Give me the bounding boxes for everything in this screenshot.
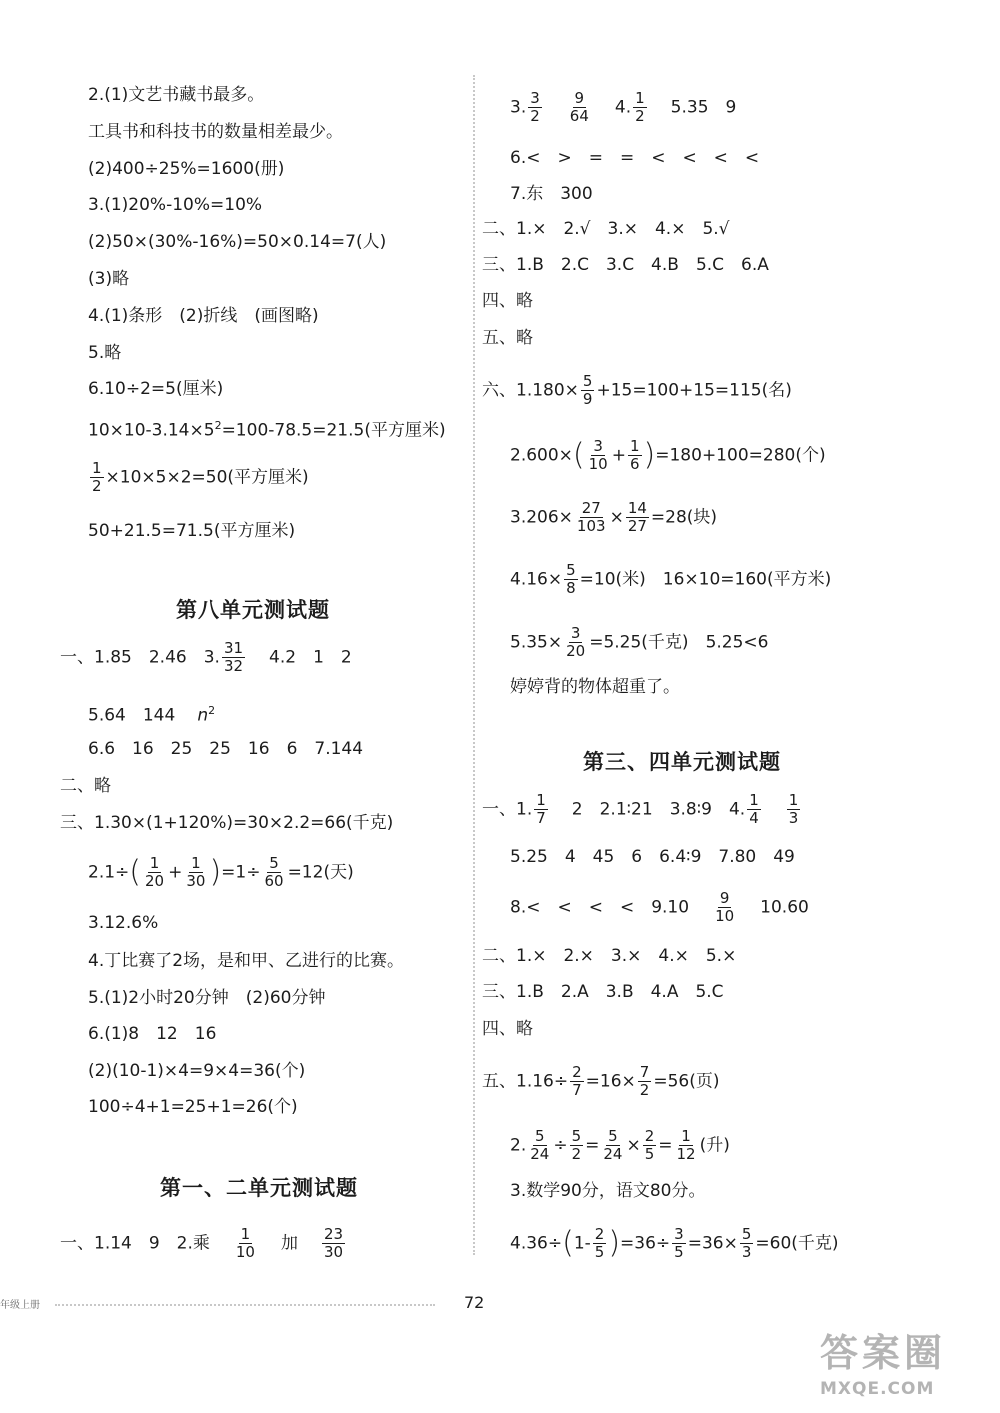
answer-line: 四、略: [482, 291, 533, 311]
answer-line: 4.丁比赛了2场，是和甲、乙进行的比赛。: [88, 951, 405, 971]
fraction: $\frac{5}{3}$: [741, 1225, 752, 1261]
answer-line: $\frac{1}{2}$ ×10×5×2=50(平方厘米): [92, 459, 309, 495]
answer-line: 一、1. $\frac{1}{7}$ 2 2.1∶21 3.8∶9 4. $\frac{1}{4}$ $\frac{1}{3}$: [482, 791, 799, 827]
fraction: $\frac{3}{5}$: [674, 1225, 684, 1261]
watermark-url: MXQE.COM: [820, 1379, 935, 1399]
fraction: $\frac{1}{2}$: [92, 459, 102, 495]
answer-line: 3.12.6%: [88, 913, 159, 933]
answer-line: 5.略: [88, 343, 122, 363]
fraction: $\frac{9}{10}$: [715, 889, 735, 925]
answer-line: 4.36÷(1- $\frac{2}{5}$ )=36÷ $\frac{3}{5}$ =36× $\frac{5}{3}$ =60(千克): [510, 1225, 839, 1261]
answer-line: 五、1.16÷ $\frac{2}{7}$ =16× $\frac{7}{2}$ =56(页): [482, 1063, 720, 1099]
fraction: $\frac{9}{64}$: [569, 89, 589, 125]
fraction: $\frac{1}{6}$: [629, 437, 640, 473]
fraction: $\frac{5}{9}$: [582, 372, 593, 408]
footer-grade-label: 年级上册: [0, 1300, 40, 1311]
fraction: $\frac{1}{7}$: [536, 791, 546, 827]
answer-line: 6.< > = = < < < <: [510, 148, 760, 168]
fraction: $\frac{5}{24}$: [603, 1127, 623, 1163]
answer-line: 2.1÷( $\frac{1}{20}$ + $\frac{1}{30}$ )=1÷ $\frac{5}{60}$ =12(天): [88, 854, 354, 890]
fraction: $\frac{2}{7}$: [572, 1063, 582, 1099]
fraction: $\frac{5}{8}$: [566, 561, 576, 597]
answer-line: 2.(1)文艺书藏书最多。: [88, 85, 265, 105]
answer-line: 二、1.× 2.√ 3.× 4.× 5.√: [482, 219, 730, 239]
answer-line: (2)400÷25%=1600(册): [88, 159, 285, 179]
answer-line: 婷婷背的物体超重了。: [510, 677, 680, 697]
answer-line: (2)(10-1)×4=9×4=36(个): [88, 1061, 306, 1081]
section-heading: 第八单元测试题: [176, 598, 330, 622]
answer-line: 4.(1)条形 (2)折线 (画图略): [88, 306, 319, 326]
answer-line: 三、1.30×(1+120%)=30×2.2=66(千克): [60, 813, 394, 833]
answer-line: 四、略: [482, 1019, 533, 1039]
answer-line: 二、略: [60, 776, 111, 796]
page-number: 72: [464, 1293, 485, 1312]
column-separator: [473, 75, 475, 1255]
answer-line: 7.东 300: [510, 184, 593, 204]
answer-line: (3)略: [88, 269, 130, 289]
fraction: $\frac{1}{12}$: [676, 1127, 696, 1163]
watermark-logo-text: 答案圈: [820, 1331, 947, 1375]
fraction: $\frac{1}{3}$: [788, 791, 799, 827]
answer-line: 3.206× $\frac{27}{103}$ × $\frac{14}{27}$ =28(块): [510, 499, 718, 535]
fraction: $\frac{3}{10}$: [588, 437, 608, 473]
fraction: $\frac{1}{30}$: [186, 854, 206, 890]
answer-line: 4.16× $\frac{5}{8}$ =10(米) 16×10=160(平方米): [510, 561, 832, 597]
answer-line: $10\times 10-3.14\times 5^2=100-78.5=21.5$(平方厘米): [88, 419, 446, 441]
fraction: $\frac{1}{10}$: [235, 1225, 255, 1261]
answer-line: 五、略: [482, 328, 533, 348]
footer-divider: [55, 1304, 435, 1306]
answer-line: 六、1.180× $\frac{5}{9}$ +15=100+15=115(名): [482, 372, 792, 408]
answer-line: 二、1.× 2.× 3.× 4.× 5.×: [482, 946, 737, 966]
fraction: $\frac{14}{27}$: [627, 499, 647, 535]
fraction: $\frac{7}{2}$: [639, 1063, 650, 1099]
fraction: $\frac{23}{30}$: [323, 1225, 344, 1261]
answer-line: 5.(1)2小时20分钟 (2)60分钟: [88, 988, 326, 1008]
fraction: $\frac{3}{2}$: [530, 89, 540, 125]
fraction: $\frac{2}{5}$: [644, 1127, 655, 1163]
answer-line: 3. $\frac{3}{2}$ $\frac{9}{64}$ 4. $\frac{1}{2}$ 5.35 9: [510, 89, 737, 125]
answer-line: (2)50×(30%-16%)=50×0.14=7(人): [88, 232, 387, 252]
answer-line: 6.10÷2=5(厘米): [88, 379, 224, 399]
watermark: [820, 1322, 946, 1399]
fraction: $\frac{5}{2}$: [571, 1127, 582, 1163]
answer-line: 2.600×( $\frac{3}{10}$ + $\frac{1}{6}$ )=180+100=280(个): [510, 437, 826, 473]
answer-line: 5.25 4 45 6 6.4∶9 7.80 49: [510, 847, 795, 867]
fraction: $\frac{27}{103}$: [576, 499, 606, 535]
answer-line: 3.(1)20%-10%=10%: [88, 195, 263, 215]
answer-line: 5.64 144 $n^2$: [88, 704, 216, 726]
fraction: $\frac{2}{5}$: [594, 1225, 605, 1261]
answer-line: 3.数学90分，语文80分。: [510, 1181, 706, 1201]
answer-line: 三、1.B 2.C 3.C 4.B 5.C 6.A: [482, 255, 769, 275]
fraction: $\frac{31}{32}$: [223, 639, 244, 675]
fraction: $\frac{1}{20}$: [145, 854, 165, 890]
answer-line: 一、1.14 9 2.乘 $\frac{1}{10}$ 加 $\frac{23}{30}$: [60, 1225, 344, 1261]
section-heading: 第一、二单元测试题: [160, 1176, 358, 1200]
answer-line: 6.(1)8 12 16: [88, 1024, 217, 1044]
answer-line: 6.6 16 25 25 16 6 7.144: [88, 739, 364, 759]
answer-line: 三、1.B 2.A 3.B 4.A 5.C: [482, 982, 724, 1002]
fraction: $\frac{5}{24}$: [530, 1127, 550, 1163]
answer-line: 50+21.5=71.5(平方厘米): [88, 521, 296, 541]
fraction: $\frac{1}{4}$: [749, 791, 759, 827]
answer-line: 5.35× $\frac{3}{20}$ =5.25(千克) 5.25<6: [510, 624, 769, 660]
answer-line: 2. $\frac{5}{24}$ ÷ $\frac{5}{2}$ = $\frac{5}{24}$ × $\frac{2}{5}$ = $\frac{1}{12}$ (升): [510, 1127, 730, 1163]
answer-line: 工具书和科技书的数量相差最少。: [88, 122, 343, 142]
fraction: $\frac{5}{60}$: [264, 854, 284, 890]
section-heading: 第三、四单元测试题: [583, 750, 781, 774]
fraction: $\frac{1}{2}$: [635, 89, 645, 125]
fraction: $\frac{3}{20}$: [566, 624, 586, 660]
answer-line: 100÷4+1=25+1=26(个): [88, 1097, 298, 1117]
answer-line: 一、1.85 2.46 3. $\frac{31}{32}$ 4.2 1 2: [60, 639, 352, 675]
answer-line: 8.< < < < 9.10 $\frac{9}{10}$ 10.60: [510, 889, 809, 925]
